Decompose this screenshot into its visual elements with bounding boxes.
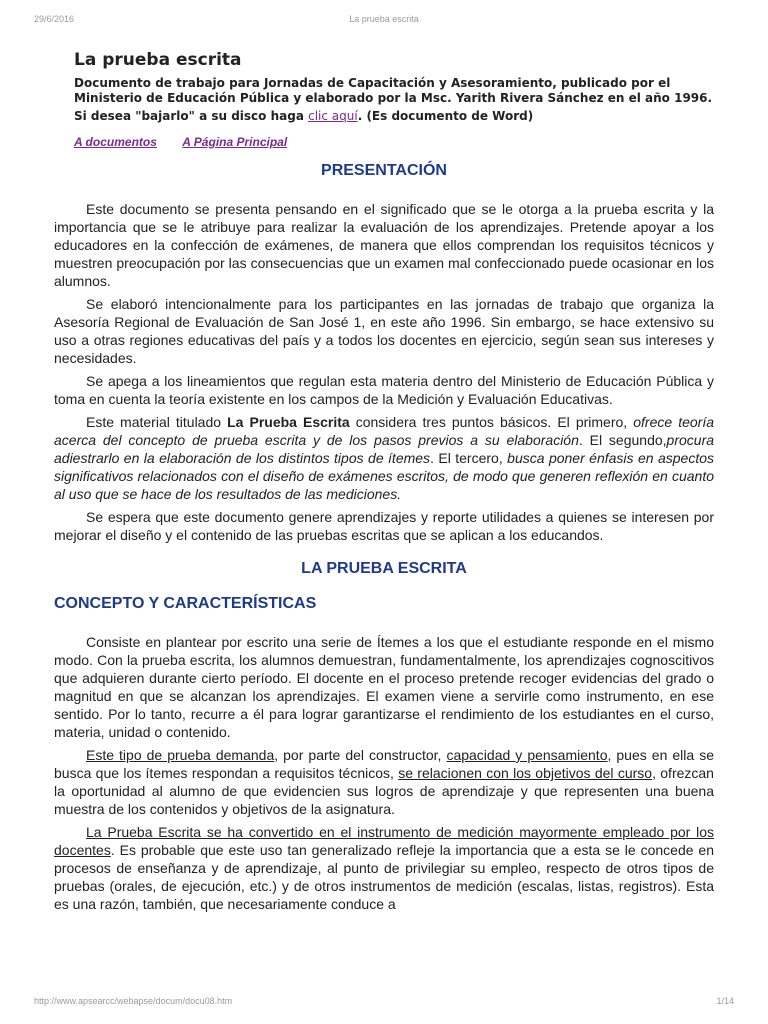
concept-paragraph-3 [54, 823, 714, 913]
c2-underlined-c: capacidad y pensamiento [446, 747, 608, 763]
p4-text-c: considera tres puntos básicos. El primero, [349, 414, 634, 430]
c2-underlined-a: Este tipo de prueba demanda [86, 747, 275, 763]
page-title: La prueba escrita [74, 50, 242, 70]
c2-text-b: , por parte del constructor, [274, 747, 447, 763]
concept-paragraph-1: Consiste en plantear por escrito una serie de Ítemes a los que el estudiante responde en el mismo modo. Con la prueba escrita, los alumnos demuestran, fundamentalmente, los aprendizajes cognoscitivos que adquieren durante cierto período. El docente en el proceso pretende recoger evidencias del grado o magnitud en que se alcanzan los aprendizajes. El examen viene a servirle como instrumento, en ese sentido. Por lo tanto, recurre a él para lograr garantizarse el rendimiento de los estudiantes en el curso, materia, unidad o contenido. [54, 634, 714, 740]
c3-underlined-a: La Prueba Escrita se ha convertido en el instrumento de medición mayormente empleado por los docentes [54, 824, 714, 858]
p4-text-g: . El tercero, [430, 450, 508, 466]
print-url: http://www.apsearcc/webapse/docum/docu08.htm [34, 996, 233, 1006]
presentation-paragraph-5: Se espera que este documento genere aprendizajes y reporte utilidades a quienes se interesen por mejorar el diseño y el contenido de las pruebas escritas que se aplican a los educandos. [54, 509, 714, 543]
p4-italic-third: busca poner énfasis en aspectos significativos relacionados con el diseño de exámenes escritos, de modo que generen reflexión en cuanto al uso que se hace de los resultados de las mediciones. [54, 450, 714, 502]
c2-underlined-e: se relacionen con los objetivos del curso [398, 765, 653, 781]
p4-text-e: . El segundo, [578, 432, 667, 448]
presentation-paragraph-1: Este documento se presenta pensando en el significado que se le otorga a la prueba escrita y la importancia que se le atribuye para realizar la evaluación de los aprendizajes. Pretende apoyar a los educadores en la confección de exámenes, de manera que ellos comprendan los requisitos técnicos y muestren preocupación por las consecuencias que un examen mal confeccionado puede ocasionar en los alumnos. [54, 201, 714, 289]
section-heading: LA PRUEBA ESCRITA [301, 560, 467, 577]
concept-heading: CONCEPTO Y CARACTERÍSTICAS [54, 595, 317, 612]
documents-link[interactable]: A documentos [74, 135, 157, 149]
download-suffix: . (Es documento de Word) [357, 109, 534, 123]
c3-text-b: . Es probable que este uso tan generalizado refleje la importancia que a esta se le concede en procesos de enseñanza y de aprendizaje, al punto de privilegiar su empleo, respecto de otros tipos de pruebas (orales, de ejecución, etc.) y de otros instrumentos de medición (escalas, listas, registros). Esta es una razón, también, que necesariamente conduce a [54, 842, 714, 912]
p4-title-bold: La Prueba Escrita [227, 414, 350, 430]
document-intro: Documento de trabajo para Jornadas de Capacitación y Asesoramiento, publicado por el Ministerio de Educación Pública y elaborado por la Msc. Yarith Rivera Sánchez en el año 1996. [74, 76, 713, 105]
download-link[interactable]: clic aquí [308, 109, 358, 123]
p4-italic-first: ofrece teoría acerca del concepto de prueba escrita y de los pasos previos a su elaboración [54, 414, 714, 448]
presentation-paragraph-4 [54, 413, 714, 503]
page-count: 1/14 [716, 996, 734, 1006]
home-page-link[interactable]: A Página Principal [182, 135, 288, 149]
nav-links [74, 135, 714, 149]
p4-italic-second: procura adiestrarlo en la elaboración de los distintos tipos de ítemes [54, 432, 715, 466]
p4-text-a: Este material titulado [86, 414, 228, 430]
print-page-title: La prueba escrita [349, 14, 419, 24]
download-prefix: Si desea "bajarlo" a su disco haga [74, 109, 309, 123]
presentation-heading: PRESENTACIÓN [321, 162, 447, 179]
print-header [34, 14, 734, 26]
c2-text-f: , ofrezcan la oportunidad al alumno de que evidencien sus logros de aprendizaje y que representen una buena muestra de los contenidos y objetivos de la asignatura. [54, 765, 714, 817]
document-body [54, 50, 714, 913]
print-date: 29/6/2016 [34, 14, 75, 24]
presentation-paragraph-3: Se apega a los lineamientos que regulan esta materia dentro del Ministerio de Educación Pública y toma en cuenta la teoría existente en los campos de la Medición y Evaluación Educativas. [54, 373, 714, 407]
c2-text-d: , pues en ella se busca que los ítemes respondan a requisitos técnicos, [54, 747, 714, 781]
presentation-paragraph-2: Se elaboró intencionalmente para los participantes en las jornadas de trabajo que organiza la Asesoría Regional de Evaluación de San José 1, en este año 1996. Sin embargo, se hace extensivo su uso a otras regiones educativas del país y a todos los docentes en ejercicio, según sean sus intereses y necesidades. [54, 296, 714, 366]
concept-paragraph-2 [54, 746, 714, 818]
print-footer [34, 996, 734, 1008]
download-line [74, 109, 714, 124]
